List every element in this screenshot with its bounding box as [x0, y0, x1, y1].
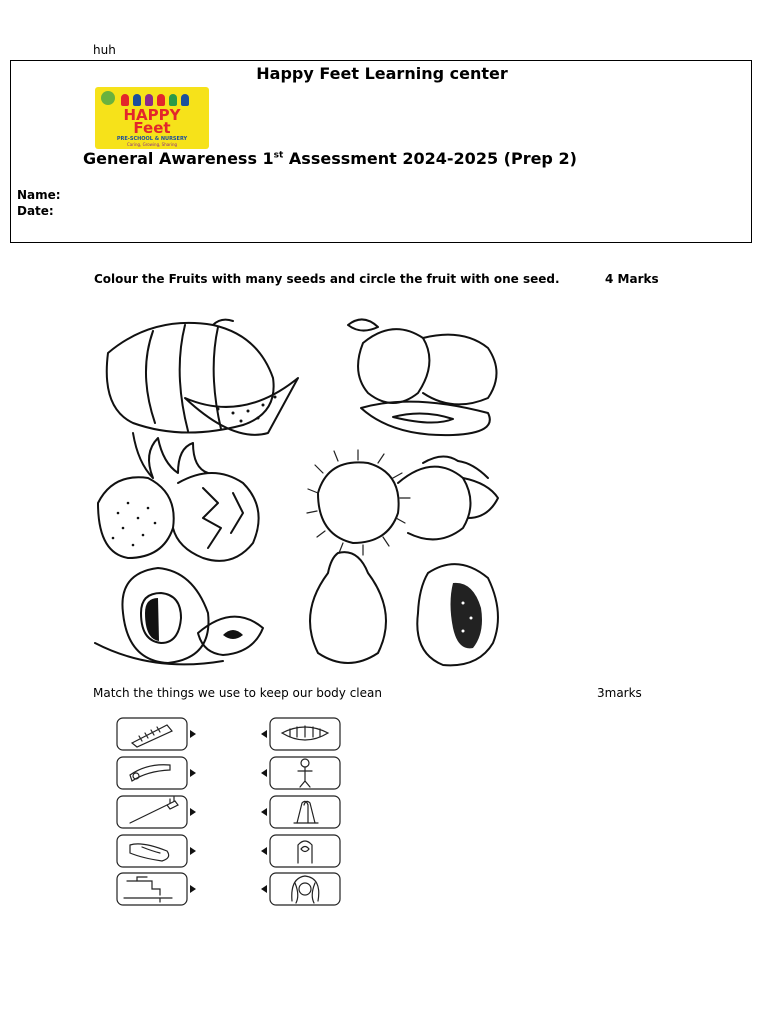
fingernail-icon — [298, 841, 312, 863]
teeth-icon — [282, 726, 328, 740]
header-box — [10, 60, 752, 243]
tap-icon — [124, 877, 172, 902]
question-2-text: Match the things we use to keep our body clean — [93, 686, 382, 700]
note-text: huh — [93, 43, 116, 57]
nail-clipper-icon — [130, 765, 170, 781]
papaya-icon — [310, 552, 498, 665]
dragon-fruit-icon — [98, 433, 259, 561]
watermelon-icon — [107, 320, 298, 435]
assessment-title: General Awareness 1st Assessment 2024-2025 (Prep 2) — [83, 149, 577, 168]
hands-icon — [294, 801, 318, 823]
question-1-text: Colour the Fruits with many seeds and circle the fruit with one seed. — [94, 272, 560, 286]
school-name: Happy Feet Learning center — [256, 64, 508, 83]
date-label: Date: — [17, 204, 54, 218]
kid-icon — [145, 94, 153, 106]
kid-icon — [133, 94, 141, 106]
matching-exercise[interactable] — [112, 713, 347, 908]
kid-icon — [181, 94, 189, 106]
rambutan-icon — [307, 450, 498, 555]
question-1-marks: 4 Marks — [605, 272, 659, 286]
logo-wordmark: HAPPY Feet — [123, 106, 181, 137]
kid-icon — [121, 94, 129, 106]
toothbrush-icon — [130, 797, 178, 823]
tree-icon — [101, 91, 115, 105]
mango-icon — [348, 319, 497, 435]
logo-tagline: Caring, Growing, Sharing — [126, 142, 178, 147]
comb-icon — [132, 725, 172, 747]
name-label: Name: — [17, 188, 61, 202]
soap-icon — [130, 844, 169, 861]
school-logo — [95, 87, 209, 149]
question-2-marks: 3marks — [597, 686, 642, 700]
kid-icon — [169, 94, 177, 106]
avocado-icon — [95, 568, 263, 664]
body-icon — [298, 759, 312, 787]
logo-subtitle: PRE-SCHOOL & NURSERY — [116, 136, 188, 142]
kid-icon — [157, 94, 165, 106]
fruits-illustration[interactable] — [93, 313, 505, 670]
hair-icon — [292, 876, 319, 903]
